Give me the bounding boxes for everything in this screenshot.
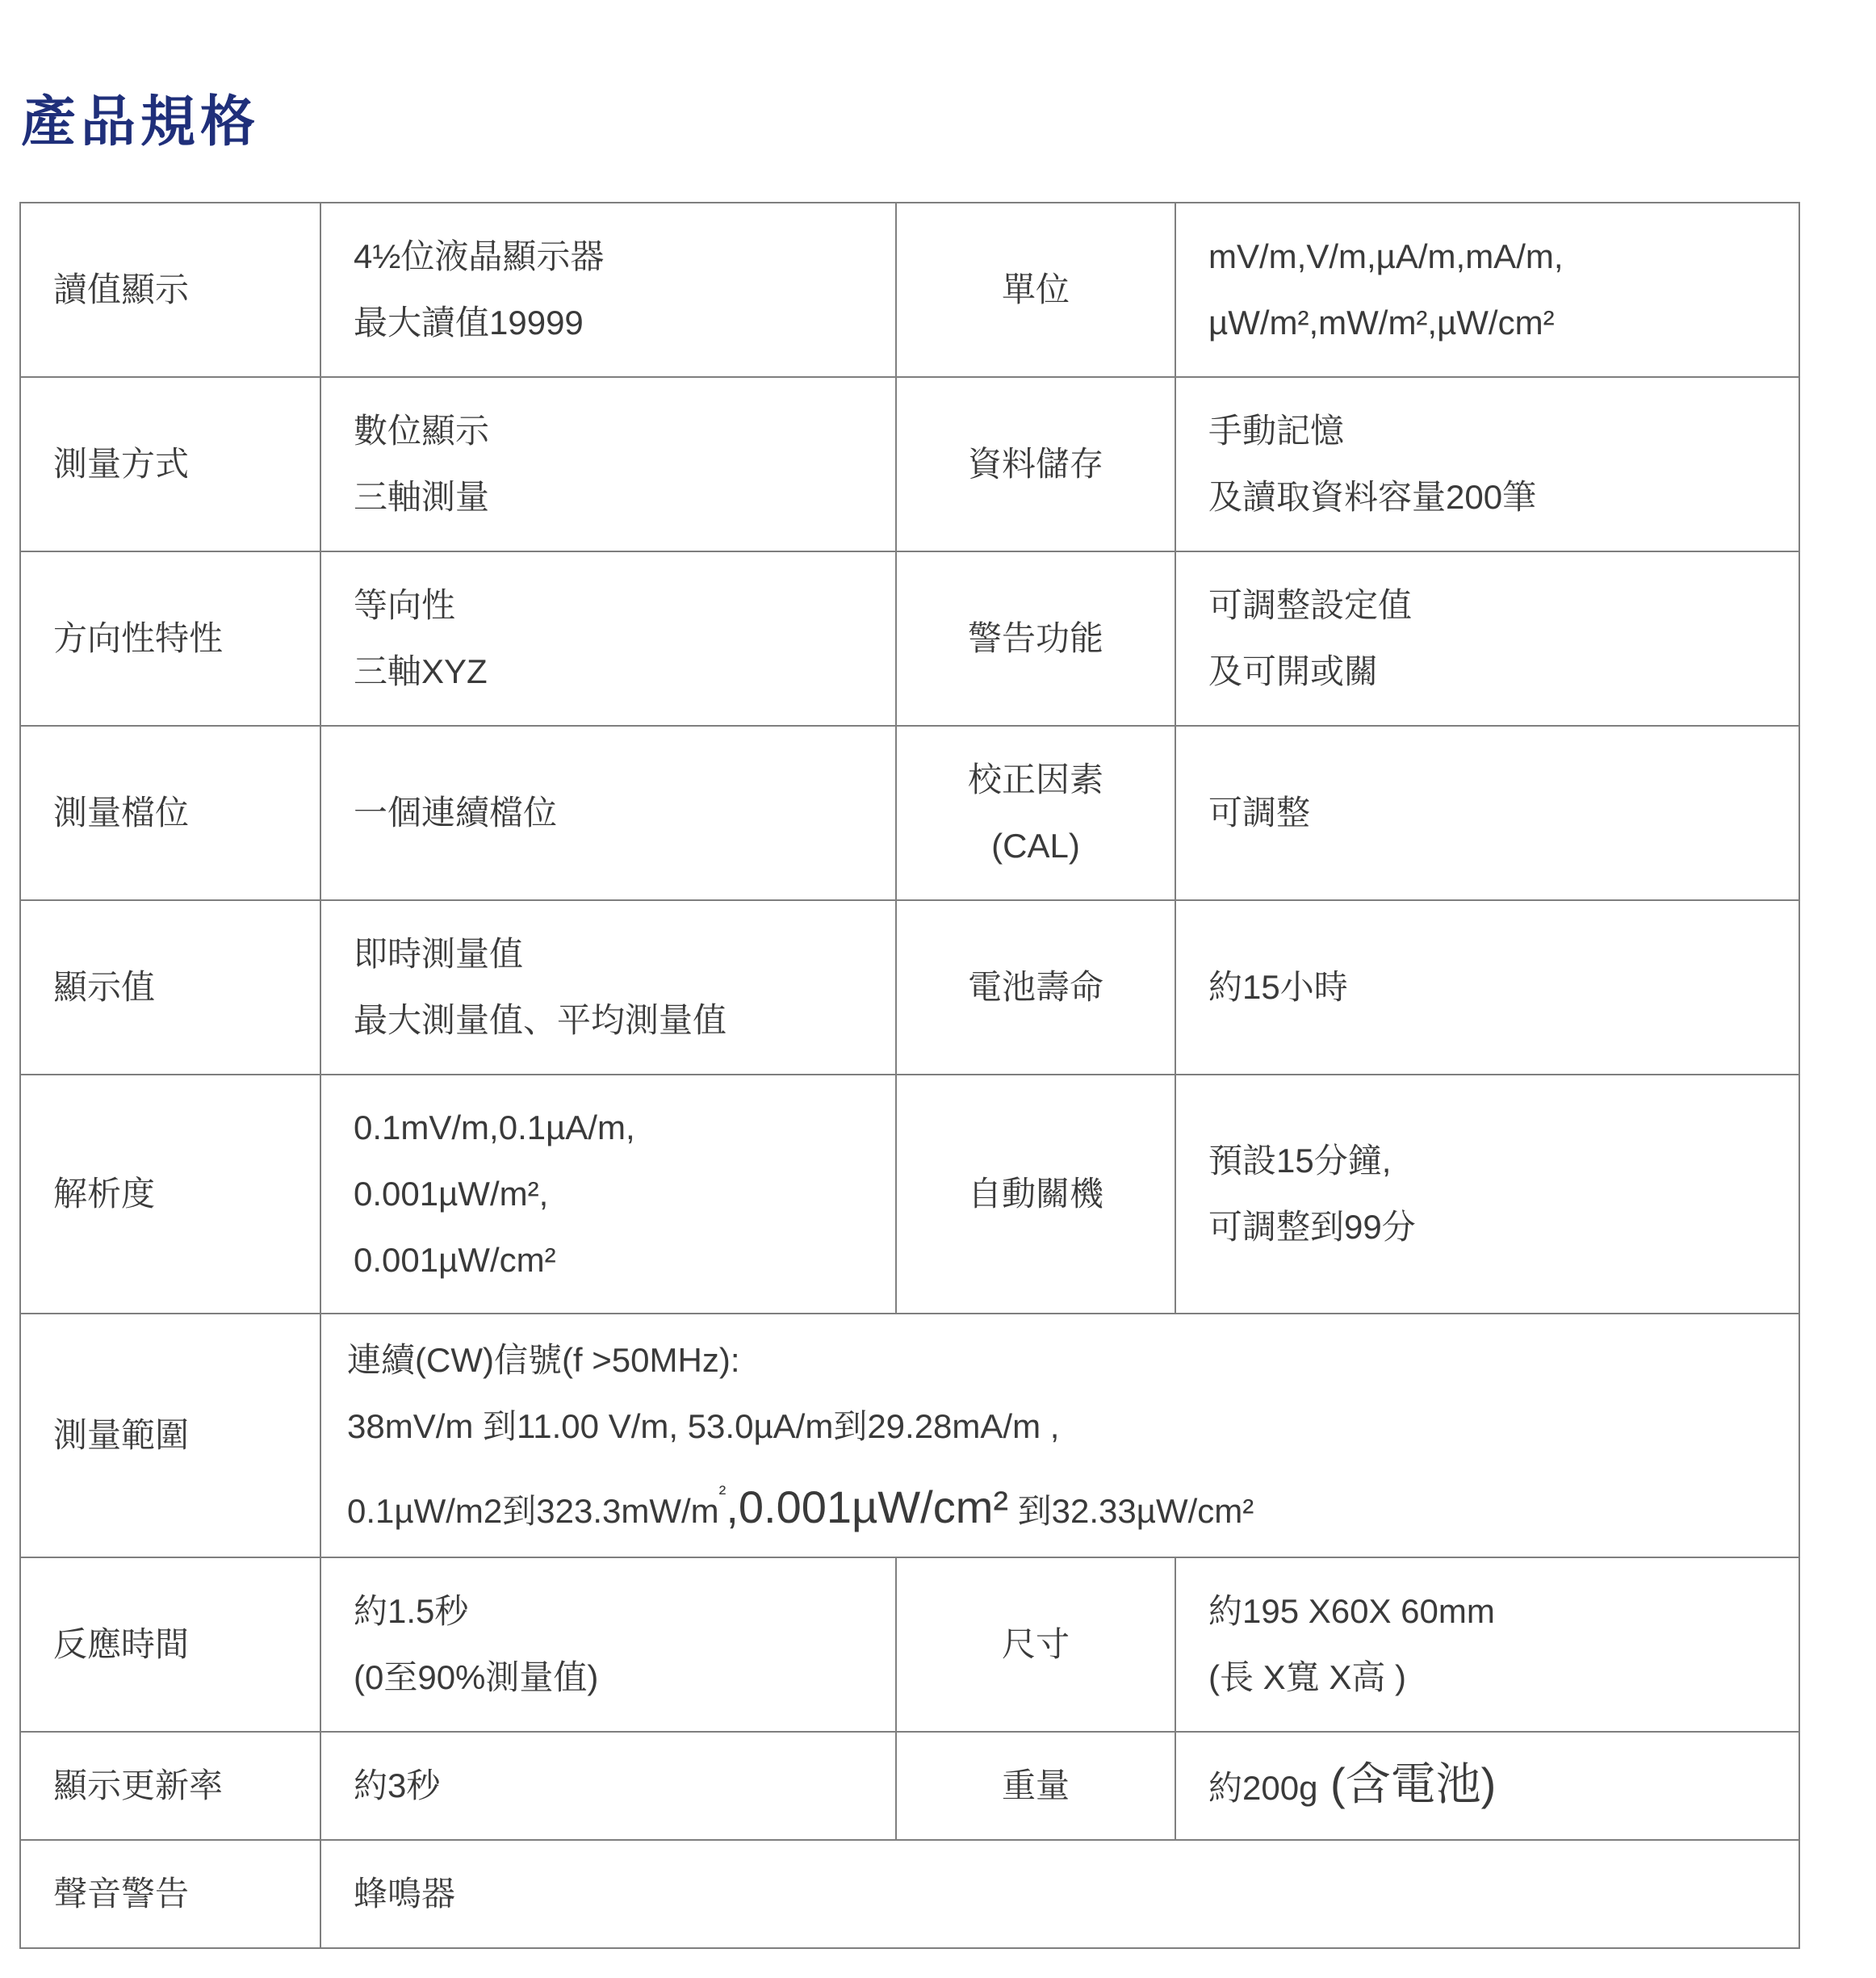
table-row <box>20 1732 1799 1840</box>
table-row <box>20 726 1799 900</box>
row-value-2: mV/m,V/m,µA/m,mA/m, µW/m²,mW/m²,µW/cm² <box>1175 203 1799 377</box>
range-line-1: 連續(CW)信號(f >50MHz): <box>347 1340 740 1379</box>
row-label: 測量檔位 <box>20 726 320 900</box>
row-label-2: 自動關機 <box>896 1075 1175 1314</box>
row-value-2: 預設15分鐘, 可調整到99分 <box>1175 1075 1799 1314</box>
page-title: 產品規格 <box>21 90 261 154</box>
row-label: 顯示更新率 <box>20 1732 320 1840</box>
row-value: 即時測量值 最大測量值、平均測量值 <box>320 900 896 1075</box>
table-row <box>20 1075 1799 1314</box>
row-label: 反應時間 <box>20 1557 320 1732</box>
row-label: 測量方式 <box>20 377 320 551</box>
row-label-2: 重量 <box>896 1732 1175 1840</box>
table-row <box>20 1557 1799 1732</box>
row-value-2: 手動記憶 及讀取資料容量200筆 <box>1175 377 1799 551</box>
row-value: 約3秒 <box>320 1732 896 1840</box>
row-value: 約1.5秒 (0至90%測量值) <box>320 1557 896 1732</box>
row-value: 等向性 三軸XYZ <box>320 551 896 726</box>
row-label-2: 校正因素 (CAL) <box>896 726 1175 900</box>
row-label: 測量範圍 <box>20 1314 320 1557</box>
row-label: 聲音警告 <box>20 1840 320 1948</box>
row-label: 顯示值 <box>20 900 320 1075</box>
row-label-2: 尺寸 <box>896 1557 1175 1732</box>
row-value: 蜂鳴器 <box>320 1840 1799 1948</box>
row-label-2: 單位 <box>896 203 1175 377</box>
row-label: 讀值顯示 <box>20 203 320 377</box>
row-label: 方向性特性 <box>20 551 320 726</box>
row-value-2: 可調整 <box>1175 726 1799 900</box>
table-row <box>20 203 1799 377</box>
table-row <box>20 1840 1799 1948</box>
table-row <box>20 900 1799 1075</box>
row-label-2: 資料儲存 <box>896 377 1175 551</box>
range-line-2: 38mV/m 到11.00 V/m, 53.0µA/m到29.28mA/m , <box>347 1406 1060 1445</box>
row-value-2: 約15小時 <box>1175 900 1799 1075</box>
spec-table <box>19 202 1800 1949</box>
row-value-2: 可調整設定值 及可開或關 <box>1175 551 1799 726</box>
row-value: 一個連續檔位 <box>320 726 896 900</box>
table-row <box>20 551 1799 726</box>
row-value: 4½位液晶顯示器 最大讀值19999 <box>320 203 896 377</box>
row-value: 數位顯示 三軸測量 <box>320 377 896 551</box>
range-line-3: 0.1µW/m2到$323.3mW/m^{^2},0.001\mu W$/cm² 到32.33µW/cm² <box>347 1480 1254 1532</box>
row-label: 解析度 <box>20 1075 320 1314</box>
table-row <box>20 1314 1799 1557</box>
range-value <box>320 1314 1799 1557</box>
table-row <box>20 377 1799 551</box>
row-label-2: 電池壽命 <box>896 900 1175 1075</box>
row-label-2: 警告功能 <box>896 551 1175 726</box>
row-value-2: 約200g (含電池) <box>1175 1732 1799 1840</box>
row-value-2: 約195 X60X 60mm (長 X寬 X高 ) <box>1175 1557 1799 1732</box>
row-value: 0.1mV/m,0.1µA/m, 0.001µW/m², 0.001µW/cm² <box>320 1075 896 1314</box>
